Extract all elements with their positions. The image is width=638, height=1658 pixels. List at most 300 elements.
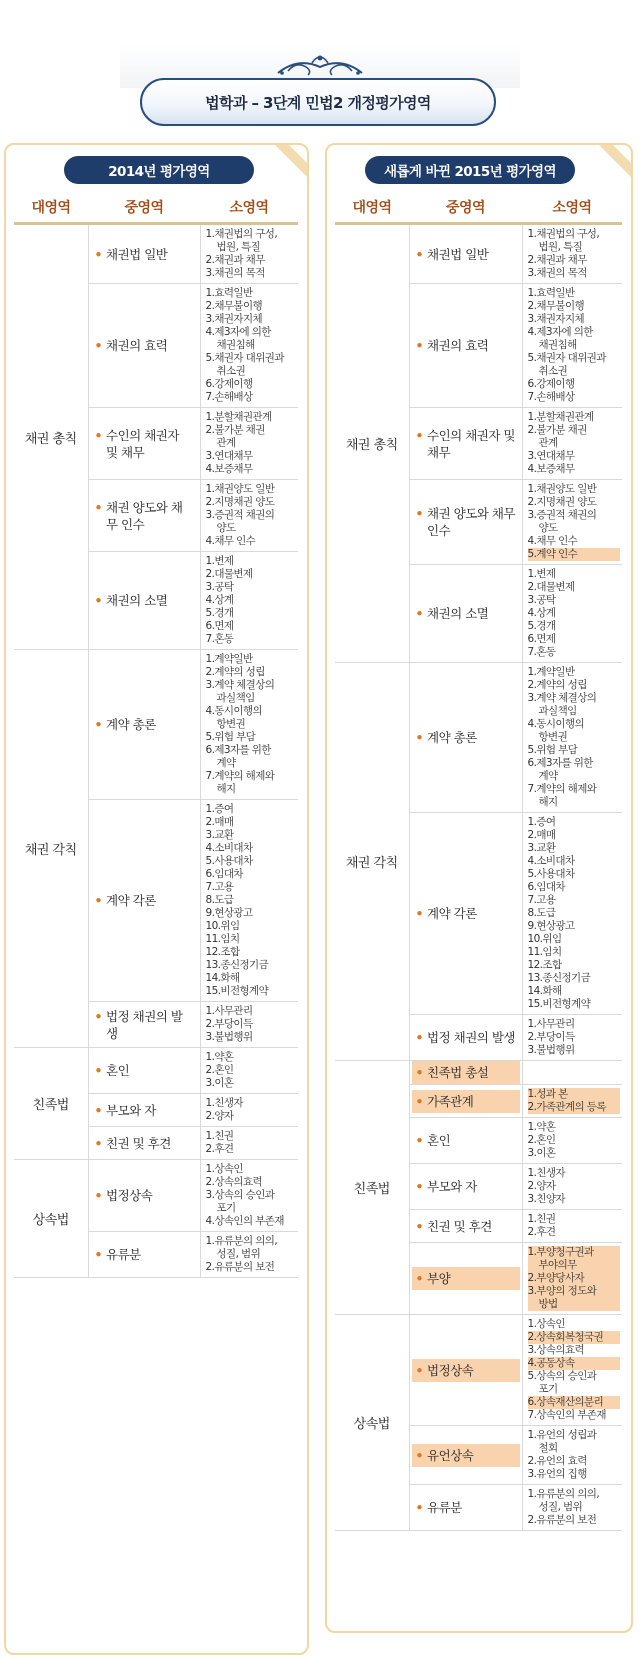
minor-area-item: 3.부양의 정도와 <box>528 1285 621 1298</box>
minor-area-item: 2.불가분 채권 <box>205 424 265 436</box>
bullet-icon: • <box>415 427 423 443</box>
minor-area-item: 6.강제이행 <box>205 378 253 390</box>
minor-area-item: 6.면제 <box>527 633 556 645</box>
minor-area-item: 1.계약일반 <box>527 666 575 678</box>
bullet-icon: • <box>94 1188 102 1203</box>
minor-area-list <box>528 411 621 476</box>
bullet-icon: • <box>94 1063 102 1078</box>
minor-area-item: 7.혼동 <box>205 633 234 645</box>
bullet-icon: • <box>415 1362 423 1378</box>
minor-area-item: 3.연대채무 <box>205 450 253 462</box>
minor-area-item: 3.채권자지체 <box>205 313 263 325</box>
minor-area-item: 3.연대채무 <box>527 450 575 462</box>
minor-area-item: 1.성과 본 <box>528 1088 621 1101</box>
middle-area <box>412 1267 520 1290</box>
minor-area-item: 5.사용대차 <box>527 868 575 880</box>
minor-area-item: 3.공탁 <box>527 594 556 606</box>
minor-area-item: 5.위험 부담 <box>527 744 578 756</box>
minor-area-item: 3.상속의 승인과 <box>205 1189 275 1201</box>
middle-area-label: 계약 각론 <box>106 893 156 908</box>
page-title: 법학과 – 3단계 민법2 개정평가영역 <box>140 78 496 126</box>
middle-area-label: 부모와 자 <box>106 1102 156 1118</box>
ornament-icon <box>268 49 372 79</box>
minor-area-item: 1.유언의 성립과 <box>527 1429 597 1441</box>
minor-area-item: 2.채무불이행 <box>527 300 585 312</box>
bullet-icon: • <box>415 730 423 745</box>
middle-area <box>412 602 520 625</box>
minor-area-item: 6.상속재산의분리 <box>528 1396 621 1409</box>
minor-area-item: 5.계약 인수 <box>528 548 621 561</box>
middle-area <box>412 1090 520 1113</box>
minor-area-item: 7.고용 <box>527 894 556 906</box>
middle-area-label: 혼인 <box>427 1133 451 1148</box>
bullet-icon: • <box>94 893 102 908</box>
minor-area-item: 계약 <box>538 770 558 782</box>
minor-area-item: 2.지명채권 양도 <box>527 496 597 508</box>
minor-area-item: 13.종신정기금 <box>527 972 591 984</box>
minor-area-list <box>528 816 621 1011</box>
minor-area-item: 3.친양자 <box>527 1193 565 1205</box>
bullet-icon: • <box>415 1065 423 1080</box>
minor-area-item: 2.계약의 성립 <box>205 666 265 678</box>
minor-area-item: 2.상속의효력 <box>205 1176 263 1188</box>
minor-area-list <box>528 287 621 404</box>
minor-area-item: 1.친생자 <box>527 1167 565 1179</box>
minor-area-item: 2.후견 <box>205 1143 234 1155</box>
bullet-icon: • <box>415 906 423 921</box>
panel-heading: 2014년 평가영역 <box>64 156 254 184</box>
middle-area-label: 법정상속 <box>427 1362 474 1378</box>
minor-area-list <box>528 1318 621 1422</box>
minor-area-item: 1.친권 <box>527 1213 556 1225</box>
minor-area-item: 2.채권과 채무 <box>205 254 265 266</box>
major-area: 상속법 <box>14 1160 88 1278</box>
major-area: 채권 총칙 <box>335 224 409 663</box>
bullet-icon: • <box>415 1133 423 1148</box>
major-area: 채권 각칙 <box>335 663 409 1061</box>
minor-area-item: 양도 <box>216 522 236 534</box>
bullet-icon: • <box>94 593 102 608</box>
minor-area-item: 3.공탁 <box>205 581 234 593</box>
table-body <box>14 224 298 1278</box>
minor-area-item: 7.상속인의 부존재 <box>527 1409 606 1421</box>
minor-area-item: 6.면제 <box>205 620 234 632</box>
corner-fold-inner <box>612 144 632 164</box>
minor-area-item: 13.종신정기금 <box>205 959 269 971</box>
minor-area-item: 2.계약의 성립 <box>527 679 587 691</box>
table-row <box>335 1315 622 1426</box>
middle-area-label: 부모와 자 <box>427 1179 477 1194</box>
minor-area-item: 포기 <box>538 1383 558 1395</box>
middle-area <box>91 889 198 912</box>
middle-area <box>412 726 520 749</box>
minor-area-list <box>206 228 297 280</box>
middle-area <box>91 1184 198 1207</box>
minor-area-item: 6.임대차 <box>527 881 565 893</box>
panel-2014 <box>4 143 309 1655</box>
minor-area-list <box>206 483 297 548</box>
minor-area-item: 4.동시이행의 <box>205 705 263 717</box>
panel-2015 <box>325 143 633 1633</box>
middle-area-label: 수인의 채권자 및 채무 <box>427 427 515 460</box>
minor-area-item: 7.손해배상 <box>527 391 575 403</box>
minor-area-item: 7.고용 <box>205 881 234 893</box>
bullet-icon: • <box>415 1030 423 1045</box>
minor-area-list <box>206 1130 297 1156</box>
minor-area-list <box>206 411 297 476</box>
minor-area-item: 3.이혼 <box>527 1147 556 1159</box>
minor-area-item: 1.상속인 <box>205 1163 243 1175</box>
minor-area-item: 5.채권자 대위권과 <box>205 352 284 364</box>
minor-area-item: 2.유류분의 보전 <box>527 1514 597 1526</box>
minor-area-item: 1.친권 <box>205 1130 234 1142</box>
middle-area <box>91 1132 198 1155</box>
minor-area-item: 3.교환 <box>527 842 556 854</box>
minor-area-item: 7.계약의 해제와 <box>205 770 275 782</box>
minor-area-item: 과실책임 <box>216 692 255 704</box>
minor-area-item: 1.변제 <box>205 555 234 567</box>
middle-area <box>91 496 198 536</box>
middle-area <box>412 902 520 925</box>
middle-area <box>412 1215 520 1238</box>
bullet-icon: • <box>415 1500 423 1515</box>
bullet-icon: • <box>415 506 423 521</box>
table-row <box>14 224 298 284</box>
minor-area-item: 1.채권법의 구성, <box>527 228 600 240</box>
minor-area-list <box>528 228 621 280</box>
minor-area-item: 2.혼인 <box>527 1134 556 1146</box>
middle-area <box>412 1026 520 1049</box>
minor-area-item: 3.채권의 목적 <box>205 267 265 279</box>
minor-area-item: 1.약혼 <box>527 1121 556 1133</box>
middle-area-label: 유언상속 <box>427 1447 474 1463</box>
table-row <box>335 224 622 284</box>
minor-area-item: 1.분할채권관계 <box>527 411 594 423</box>
header-middle: 중영역 <box>409 192 522 224</box>
minor-area-item: 3.증권적 채권의 <box>205 509 275 521</box>
minor-area-item: 2.채무불이행 <box>205 300 263 312</box>
middle-area <box>412 1175 520 1198</box>
minor-area-item: 3.유언의 집행 <box>527 1468 587 1480</box>
bullet-icon: • <box>415 606 423 621</box>
minor-area-item: 1.증여 <box>527 816 556 828</box>
middle-area-label: 수인의 채권자 및 채무 <box>106 427 179 460</box>
minor-area-item: 2.불가분 채권 <box>527 424 587 436</box>
middle-area-label: 친권 및 후견 <box>427 1218 492 1234</box>
minor-area-item: 4.보증채무 <box>527 463 575 475</box>
minor-area-item: 4.상속인의 부존재 <box>205 1215 284 1227</box>
minor-area-item: 6.제3자를 위한 <box>527 757 593 769</box>
minor-area-item: 4.공동상속 <box>528 1357 621 1370</box>
minor-area-item: 12.조합 <box>205 946 240 958</box>
middle-area-label: 유류분 <box>427 1500 462 1515</box>
middle-area-label: 법정상속 <box>106 1188 153 1203</box>
minor-area-item: 1.증여 <box>205 803 234 815</box>
header-minor: 소영역 <box>200 192 298 224</box>
minor-area-item: 2.매매 <box>527 829 556 841</box>
middle-area <box>91 334 198 357</box>
minor-area-list <box>206 1097 297 1123</box>
middle-area <box>412 1444 520 1467</box>
minor-area-item: 5.경개 <box>205 607 234 619</box>
minor-area-item: 1.유류분의 의의, <box>527 1488 600 1500</box>
minor-area-item: 양도 <box>538 522 558 534</box>
bullet-icon: • <box>415 1271 423 1286</box>
minor-area-item: 성질, 범위 <box>538 1501 583 1513</box>
middle-area-label: 계약 총론 <box>427 730 477 745</box>
minor-area-item: 취소권 <box>538 365 568 377</box>
minor-area-item: 3.계약 체결상의 <box>527 692 597 704</box>
bullet-icon: • <box>94 338 102 353</box>
minor-area-list <box>206 1005 297 1044</box>
minor-area-item: 3.증권적 채권의 <box>527 509 597 521</box>
minor-area-item: 10.위임 <box>205 920 240 932</box>
minor-area-item: 1.상속인 <box>527 1318 565 1330</box>
minor-area-item: 2.가족관계의 등록 <box>528 1101 621 1114</box>
minor-area-list <box>206 803 297 998</box>
minor-area-list <box>206 555 297 646</box>
minor-area-item: 5.경개 <box>527 620 556 632</box>
minor-area-item: 4.동시이행의 <box>527 718 585 730</box>
table-row <box>335 1061 622 1085</box>
middle-area-label: 가족관계 <box>427 1093 474 1109</box>
middle-area <box>412 334 520 357</box>
minor-area-item: 과실책임 <box>538 705 577 717</box>
middle-area-label: 채권법 일반 <box>427 246 489 262</box>
bullet-icon: • <box>415 1218 423 1234</box>
bullet-icon: • <box>415 1093 423 1109</box>
minor-area-item: 4.제3자에 의한 <box>205 326 271 338</box>
bullet-icon: • <box>94 499 102 515</box>
minor-area-item: 항변권 <box>216 718 246 730</box>
middle-area <box>91 1099 198 1122</box>
minor-area-item: 1.채권법의 구성, <box>205 228 278 240</box>
minor-area-item: 7.혼동 <box>527 646 556 658</box>
table-header-row <box>14 192 298 224</box>
middle-area <box>412 1061 520 1084</box>
minor-area-item: 취소권 <box>216 365 246 377</box>
bullet-icon: • <box>94 1008 102 1024</box>
middle-area <box>91 1243 198 1266</box>
minor-area-item: 5.사용대차 <box>205 855 253 867</box>
minor-area-item: 9.현상광고 <box>205 907 253 919</box>
bullet-icon: • <box>94 427 102 443</box>
middle-area-label: 계약 각론 <box>427 906 477 921</box>
bullet-icon: • <box>415 1179 423 1194</box>
minor-area-item: 1.효력일반 <box>205 287 253 299</box>
bullet-icon: • <box>94 1102 102 1118</box>
minor-area-item: 1.친생자 <box>205 1097 243 1109</box>
minor-area-item: 5.상속의 승인과 <box>527 1370 597 1382</box>
minor-area-item: 3.불법행위 <box>205 1031 253 1043</box>
minor-area-item: 8.도급 <box>205 894 234 906</box>
minor-area-item: 1.약혼 <box>205 1051 234 1063</box>
minor-area-list <box>206 1051 297 1090</box>
minor-area-item: 3.이혼 <box>205 1077 234 1089</box>
minor-area-item: 4.소비대차 <box>527 855 575 867</box>
minor-area-item: 11.임치 <box>527 946 562 958</box>
minor-area-item: 4.보증채무 <box>205 463 253 475</box>
minor-area-list <box>528 1018 621 1057</box>
middle-area-label: 혼인 <box>106 1063 130 1078</box>
minor-area-item: 1.계약일반 <box>205 653 253 665</box>
minor-area-item: 3.불법행위 <box>527 1044 575 1056</box>
minor-area-item: 8.도급 <box>527 907 556 919</box>
table-row <box>14 1160 298 1232</box>
bullet-icon: • <box>415 338 423 353</box>
middle-area <box>412 424 520 464</box>
minor-area-item: 2.매매 <box>205 816 234 828</box>
minor-area-list <box>528 1167 621 1206</box>
minor-area-item: 4.채무 인수 <box>527 535 578 547</box>
minor-area-item: 3.계약 체결상의 <box>205 679 275 691</box>
middle-area <box>412 502 520 542</box>
minor-area-item: 항변권 <box>538 731 568 743</box>
minor-area-item: 2.유류분의 보전 <box>205 1261 275 1273</box>
minor-area-list <box>528 568 621 659</box>
minor-area-list <box>206 1235 297 1274</box>
major-area: 친족법 <box>335 1061 409 1315</box>
minor-area-item: 3.채권의 목적 <box>527 267 587 279</box>
minor-area-item: 철회 <box>538 1442 558 1454</box>
minor-area-item: 2.대물변제 <box>527 581 575 593</box>
table-row <box>14 650 298 800</box>
middle-area <box>412 243 520 266</box>
minor-area-item: 2.부당이득 <box>527 1031 575 1043</box>
middle-area <box>412 1129 520 1152</box>
table-body <box>335 224 622 1531</box>
middle-area-label: 채권법 일반 <box>106 246 168 262</box>
bullet-icon: • <box>94 717 102 732</box>
minor-area-item: 2.부양당사자 <box>528 1272 621 1285</box>
minor-area-item: 6.임대차 <box>205 868 243 880</box>
minor-area-item: 15.비전형계약 <box>205 985 269 997</box>
minor-area-list <box>528 1429 621 1481</box>
minor-area-item: 방법 <box>528 1298 621 1311</box>
middle-area-label: 채권의 소멸 <box>106 593 168 608</box>
minor-area-item: 4.소비대차 <box>205 842 253 854</box>
minor-area-item: 법원, 특질 <box>538 241 583 253</box>
middle-area-label: 채권의 효력 <box>427 338 489 353</box>
header-major: 대영역 <box>14 192 88 224</box>
minor-area-item: 해지 <box>216 783 236 795</box>
minor-area-list <box>206 287 297 404</box>
middle-area-label: 채권 양도와 채무 인수 <box>106 499 183 532</box>
minor-area-item: 4.상계 <box>205 594 234 606</box>
minor-area-item: 7.손해배상 <box>205 391 253 403</box>
minor-area-item: 2.상속회복청국권 <box>528 1331 621 1344</box>
table-row <box>335 663 622 813</box>
minor-area-item: 1.채권양도 일반 <box>205 483 275 495</box>
middle-area <box>412 1359 520 1382</box>
minor-area-item: 9.현상광고 <box>527 920 575 932</box>
minor-area-item: 1.사무관리 <box>205 1005 253 1017</box>
header-minor: 소영역 <box>522 192 622 224</box>
minor-area-item: 관계 <box>216 437 236 449</box>
minor-area-item: 2.유언의 효력 <box>527 1455 587 1467</box>
middle-area <box>91 1059 198 1082</box>
minor-area-item: 2.양자 <box>527 1180 556 1192</box>
panel-heading: 새롭게 바뀐 2015년 평가영역 <box>365 156 575 184</box>
minor-area-item: 2.대물변제 <box>205 568 253 580</box>
minor-area-item: 4.제3자에 의한 <box>527 326 593 338</box>
major-area: 채권 총칙 <box>14 224 88 650</box>
middle-area <box>91 1005 198 1045</box>
minor-area-item: 14.화해 <box>527 985 562 997</box>
minor-area-item: 1.효력일반 <box>527 287 575 299</box>
minor-area-item: 4.채무 인수 <box>205 535 256 547</box>
minor-area-item: 2.채권과 채무 <box>527 254 587 266</box>
minor-area-item: 채권침해 <box>538 339 577 351</box>
minor-area-item: 관계 <box>538 437 558 449</box>
minor-area-item: 2.부당이득 <box>205 1018 253 1030</box>
middle-area <box>412 1496 520 1519</box>
corner-fold-inner <box>288 144 308 164</box>
minor-area-list <box>528 1088 621 1114</box>
minor-area-list <box>528 666 621 809</box>
minor-area-item: 1.분할채권관계 <box>205 411 272 423</box>
header-major: 대영역 <box>335 192 409 224</box>
middle-area-label: 채권 양도와 채무 인수 <box>427 506 515 538</box>
table-2014 <box>14 192 298 1278</box>
minor-area-item: 법원, 특질 <box>216 241 261 253</box>
minor-area-item: 2.양자 <box>205 1110 234 1122</box>
minor-area-item: 1.사무관리 <box>527 1018 575 1030</box>
minor-area-item: 14.화해 <box>205 972 240 984</box>
middle-area-label: 법정 채권의 발생 <box>106 1008 183 1041</box>
middle-area-label: 채권의 소멸 <box>427 606 489 621</box>
minor-area-item: 3.채권자지체 <box>527 313 585 325</box>
minor-area-item: 12.조합 <box>527 959 562 971</box>
minor-area-item: 3.교환 <box>205 829 234 841</box>
major-area: 상속법 <box>335 1315 409 1531</box>
major-area: 채권 각칙 <box>14 650 88 1048</box>
table-2015 <box>335 192 622 1531</box>
minor-area-item: 3.상속의효력 <box>527 1344 585 1356</box>
minor-area-item: 2.혼인 <box>205 1064 234 1076</box>
minor-area-item: 6.제3자를 위한 <box>205 744 271 756</box>
minor-area-item: 4.상계 <box>527 607 556 619</box>
middle-area-label: 법정 채권의 발생 <box>427 1030 515 1045</box>
minor-area-item: 7.계약의 해제와 <box>527 783 597 795</box>
minor-area-item: 계약 <box>216 757 236 769</box>
middle-area-label: 계약 총론 <box>106 717 156 732</box>
middle-area <box>91 424 198 464</box>
middle-area-label: 친권 및 후견 <box>106 1135 171 1151</box>
middle-area-label: 유류분 <box>106 1247 141 1262</box>
minor-area-item: 해지 <box>538 796 558 808</box>
minor-area-item: 1.채권양도 일반 <box>527 483 597 495</box>
minor-area-item: 2.지명채권 양도 <box>205 496 275 508</box>
minor-area-item: 포기 <box>216 1202 236 1214</box>
middle-area-label: 부양 <box>427 1271 451 1286</box>
minor-area-list <box>528 1246 621 1311</box>
minor-area-item: 10.위임 <box>527 933 562 945</box>
bullet-icon: • <box>415 1447 423 1463</box>
major-area: 친족법 <box>14 1048 88 1160</box>
minor-area-item: 11.임치 <box>205 933 240 945</box>
minor-area-list <box>528 1213 621 1239</box>
bullet-icon: • <box>415 246 423 262</box>
minor-area-item: 5.위험 부담 <box>205 731 256 743</box>
middle-area <box>91 243 198 266</box>
minor-area-item: 성질, 범위 <box>216 1248 261 1260</box>
minor-area-item: 6.강제이행 <box>527 378 575 390</box>
minor-area-item: 채권침해 <box>216 339 255 351</box>
minor-area-list <box>528 1488 621 1527</box>
middle-area <box>91 589 198 612</box>
minor-area-item: 1.유류분의 의의, <box>205 1235 278 1247</box>
